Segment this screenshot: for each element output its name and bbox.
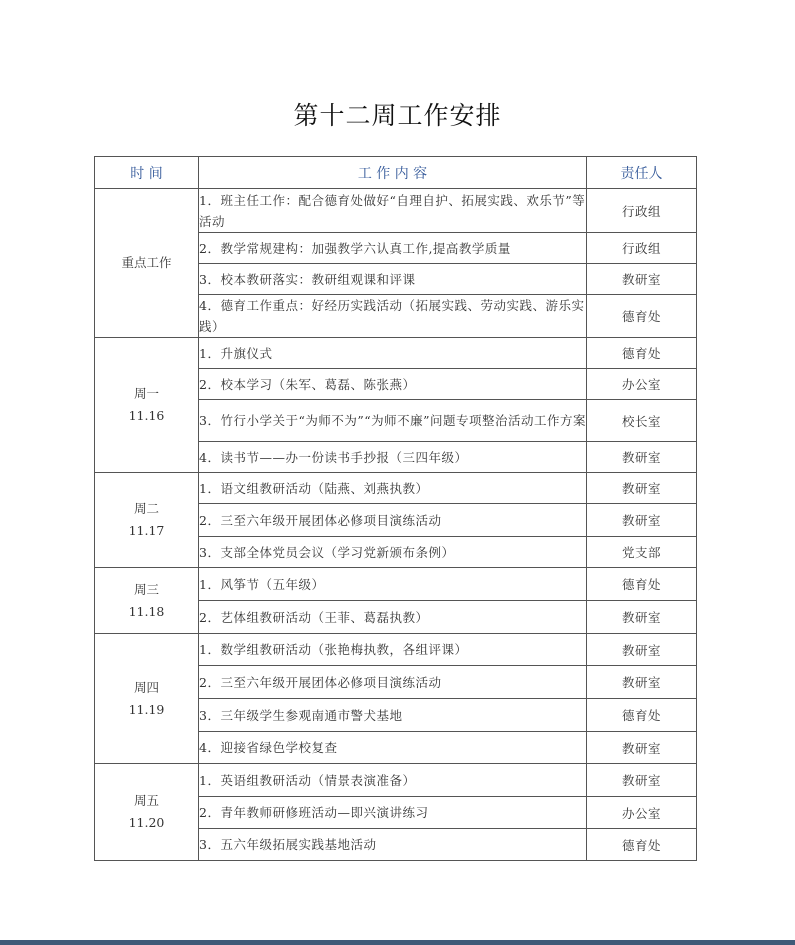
table-row bbox=[95, 764, 697, 797]
day-label: 周三 bbox=[133, 581, 159, 597]
owner-cell: 教研室 bbox=[587, 473, 697, 504]
day-cell bbox=[95, 568, 199, 634]
owner-cell: 德育处 bbox=[587, 699, 697, 732]
day-cell bbox=[95, 634, 199, 764]
table-row bbox=[95, 338, 697, 369]
table-row bbox=[95, 189, 697, 233]
day-cell bbox=[95, 764, 199, 861]
task-cell: 3．竹行小学关于“为师不为”“为师不廉”问题专项整治活动工作方案 bbox=[199, 400, 587, 442]
task-cell: 2．三至六年级开展团体必修项目演练活动 bbox=[199, 666, 587, 699]
owner-cell: 行政组 bbox=[587, 233, 697, 264]
task-cell: 2．教学常规建构：加强教学六认真工作,提高教学质量 bbox=[199, 233, 587, 264]
day-date: 11.18 bbox=[128, 603, 165, 619]
table-header-row bbox=[95, 157, 697, 189]
owner-cell: 办公室 bbox=[587, 797, 697, 829]
task-cell: 1．升旗仪式 bbox=[199, 338, 587, 369]
task-cell: 3．校本教研落实：教研组观课和评课 bbox=[199, 264, 587, 295]
schedule-body bbox=[95, 189, 697, 861]
header-owner: 责任人 bbox=[587, 157, 697, 189]
schedule-table bbox=[94, 156, 697, 861]
day-label: 周五 bbox=[133, 793, 159, 808]
day-date: 11.17 bbox=[128, 523, 165, 538]
owner-cell: 教研室 bbox=[587, 732, 697, 764]
task-cell: 1．数学组教研活动（张艳梅执教，各组评课） bbox=[199, 634, 587, 666]
owner-cell: 校长室 bbox=[587, 400, 697, 442]
day-label: 周二 bbox=[133, 501, 159, 516]
table-row bbox=[95, 473, 697, 504]
owner-cell: 行政组 bbox=[587, 189, 697, 233]
task-cell: 4．德育工作重点：好经历实践活动（拓展实践、劳动实践、游乐实践） bbox=[199, 295, 587, 338]
owner-cell: 教研室 bbox=[587, 264, 697, 295]
owner-cell: 德育处 bbox=[587, 568, 697, 601]
task-cell: 2．校本学习（朱军、葛磊、陈张燕） bbox=[199, 369, 587, 400]
day-cell bbox=[95, 338, 199, 473]
owner-cell: 党支部 bbox=[587, 537, 697, 568]
table-row bbox=[95, 634, 697, 666]
day-cell bbox=[95, 473, 199, 568]
task-cell: 4．迎接省绿色学校复查 bbox=[199, 732, 587, 764]
owner-cell: 教研室 bbox=[587, 442, 697, 473]
day-label: 周四 bbox=[133, 679, 159, 695]
task-cell: 2．艺体组教研活动（王菲、葛磊执教） bbox=[199, 601, 587, 634]
task-cell: 4．读书节——办一份读书手抄报（三四年级） bbox=[199, 442, 587, 473]
task-cell: 2．青年教师研修班活动—即兴演讲练习 bbox=[199, 797, 587, 829]
header-time: 时 间 bbox=[95, 157, 199, 189]
task-cell: 1．语文组教研活动（陆燕、刘燕执教） bbox=[199, 473, 587, 504]
owner-cell: 教研室 bbox=[587, 601, 697, 634]
owner-cell: 教研室 bbox=[587, 634, 697, 666]
owner-cell: 德育处 bbox=[587, 829, 697, 861]
day-date: 11.19 bbox=[128, 701, 165, 717]
task-cell: 1．英语组教研活动（情景表演准备） bbox=[199, 764, 587, 797]
page-title: 第十二周工作安排 bbox=[293, 101, 502, 130]
task-cell: 1．风筝节（五年级） bbox=[199, 568, 587, 601]
header-content: 工 作 内 容 bbox=[199, 157, 587, 189]
owner-cell: 教研室 bbox=[587, 764, 697, 797]
day-date: 11.20 bbox=[128, 815, 165, 830]
owner-cell: 办公室 bbox=[587, 369, 697, 400]
day-cell bbox=[95, 189, 199, 338]
task-cell: 2．三至六年级开展团体必修项目演练活动 bbox=[199, 504, 587, 537]
task-cell: 3．五六年级拓展实践基地活动 bbox=[199, 829, 587, 861]
day-label: 重点工作 bbox=[121, 255, 172, 270]
task-cell: 3．支部全体党员会议（学习党新颁布条例） bbox=[199, 537, 587, 568]
task-cell: 3．三年级学生参观南通市警犬基地 bbox=[199, 699, 587, 732]
day-label: 周一 bbox=[133, 386, 159, 401]
owner-cell: 德育处 bbox=[587, 295, 697, 338]
owner-cell: 教研室 bbox=[587, 666, 697, 699]
table-row bbox=[95, 568, 697, 601]
day-date: 11.16 bbox=[128, 408, 165, 423]
task-cell: 1．班主任工作：配合德育处做好“自理自护、拓展实践、欢乐节”等活动 bbox=[199, 189, 587, 233]
owner-cell: 教研室 bbox=[587, 504, 697, 537]
owner-cell: 德育处 bbox=[587, 338, 697, 369]
bottom-border-bar bbox=[0, 940, 795, 945]
